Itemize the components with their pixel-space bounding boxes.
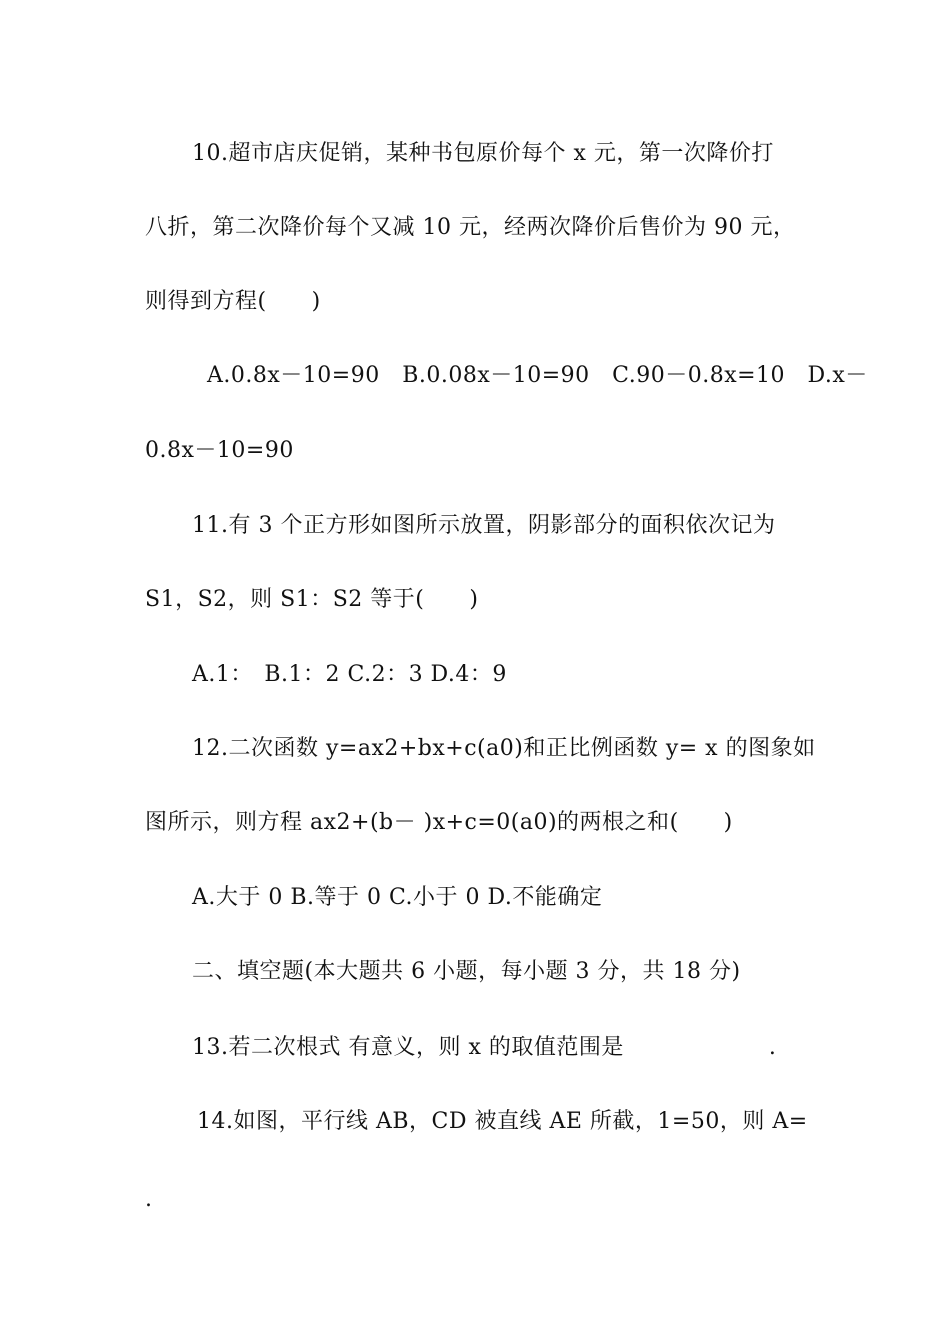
q10-line3: 则得到方程( ) [145, 289, 321, 314]
q11-line2: S1，S2，则 S1：S2 等于( ) [145, 587, 479, 612]
section2-heading: 二、填空题(本大题共 6 小题，每小题 3 分，共 18 分) [192, 959, 741, 984]
q12-line1: 12.二次函数 y=ax2+bx+c(a0)和正比例函数 y= x 的图象如 [192, 736, 816, 761]
q10-options-line1: A.0.8x－10=90 B.0.08x－10=90 C.90－0.8x=10 D.x－ [207, 363, 868, 388]
q11-line1: 11.有 3 个正方形如图所示放置，阴影部分的面积依次记为 [192, 513, 776, 538]
q14-line2: . [145, 1187, 153, 1212]
q12-line2: 图所示，则方程 ax2+(b－ )x+c=0(a0)的两根之和( ) [145, 810, 733, 835]
q14-line1: 14.如图，平行线 AB，CD 被直线 AE 所截，1=50，则 A= [197, 1109, 808, 1134]
q10-options-line2: 0.8x－10=90 [145, 438, 294, 463]
q13-line [192, 1033, 872, 1063]
q10-line1: 10.超市店庆促销，某种书包原价每个 x 元，第一次降价打 [192, 141, 774, 166]
q11-options: A.1： B.1：2 C.2：3 D.4：9 [192, 662, 507, 687]
q10-line2: 八折，第二次降价每个又减 10 元，经两次降价后售价为 90 元， [145, 215, 796, 240]
q13-text: 13.若二次根式 有意义，则 x 的取值范围是 [192, 1035, 624, 1060]
q12-options: A.大于 0 B.等于 0 C.小于 0 D.不能确定 [192, 885, 603, 910]
q13-end: . [768, 1035, 777, 1060]
